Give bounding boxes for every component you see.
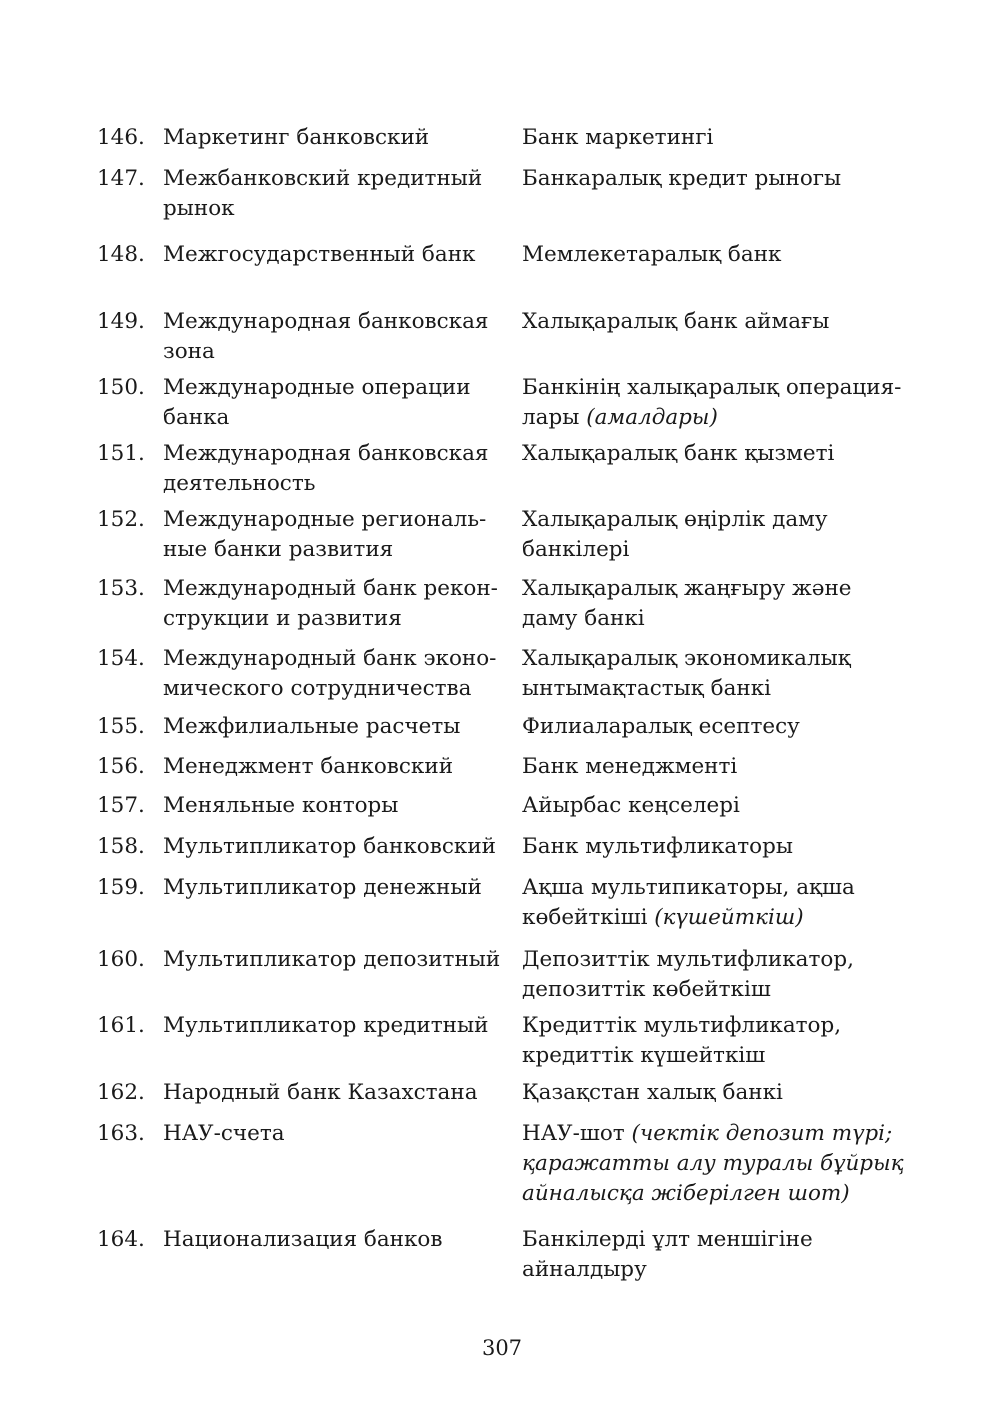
entry-number: 147.: [97, 166, 145, 191]
entry-number: 153.: [97, 576, 145, 601]
kazakh-term-line: депозиттік көбейткіш: [522, 977, 771, 1002]
russian-term: [163, 164, 513, 224]
russian-term-line: Мультипликатор банковский: [163, 834, 496, 859]
russian-term-line: Межфилиальные расчеты: [163, 714, 461, 739]
kazakh-term: [522, 791, 922, 821]
entry-number: 164.: [97, 1227, 145, 1252]
entry-number: 159.: [97, 875, 145, 900]
kazakh-term-line: Банк мультифликаторы: [522, 834, 793, 859]
russian-term: [163, 832, 513, 862]
russian-term-line: Менеджмент банковский: [163, 754, 454, 779]
kazakh-term-line: айналдыру: [522, 1257, 647, 1282]
kazakh-term: [522, 1225, 922, 1285]
russian-term: [163, 1119, 513, 1149]
russian-term: [163, 712, 513, 742]
kazakh-term-line: Банкаралық кредит рыногы: [522, 166, 842, 191]
kazakh-term: [522, 307, 922, 337]
russian-term: [163, 1225, 513, 1255]
entry-number: 146.: [97, 125, 145, 150]
kazakh-term-line: Банк маркетингі: [522, 125, 714, 150]
russian-term: [163, 791, 513, 821]
entry-number: 151.: [97, 441, 145, 466]
russian-term: [163, 945, 513, 975]
russian-term-line: Международный банк эконо-: [163, 646, 497, 671]
kazakh-term-note: қаражатты алу туралы бұйрық: [522, 1151, 904, 1176]
kazakh-term-line: банкілері: [522, 537, 630, 562]
kazakh-term: [522, 574, 922, 634]
kazakh-term-line: Халықаралық экономикалық: [522, 646, 851, 671]
russian-term-line: Межбанковский кредитный: [163, 166, 483, 191]
entry-number: 157.: [97, 793, 145, 818]
kazakh-term-line: Халықаралық жаңғыру және: [522, 576, 852, 601]
kazakh-term-line: көбейткіші (күшейткіш): [522, 905, 804, 930]
russian-term: [163, 873, 513, 903]
kazakh-term-line: [522, 1149, 922, 1179]
kazakh-term: [522, 164, 922, 194]
russian-term-line: Национализация банков: [163, 1227, 443, 1252]
kazakh-term-line: Банкілерді ұлт меншігіне: [522, 1227, 813, 1252]
kazakh-term-line: Халықаралық өңірлік даму: [522, 507, 828, 532]
kazakh-term-line: Банкінің халықаралық операция-: [522, 375, 902, 400]
kazakh-term-line: Депозиттік мультифликатор,: [522, 947, 854, 972]
entry-number: 161.: [97, 1013, 145, 1038]
russian-term: [163, 752, 513, 782]
kazakh-term-line: Кредиттік мультифликатор,: [522, 1013, 842, 1038]
kazakh-term: [522, 945, 922, 1005]
kazakh-term: [522, 373, 922, 433]
russian-term-line: НАУ-счета: [163, 1121, 285, 1146]
kazakh-term-line: даму банкі: [522, 606, 645, 631]
russian-term-line: Мультипликатор депозитный: [163, 947, 501, 972]
entry-number: 155.: [97, 714, 145, 739]
kazakh-term: [522, 832, 922, 862]
russian-term-line: зона: [163, 339, 215, 364]
russian-term-line: Международная банковская: [163, 309, 489, 334]
kazakh-term-line: Филиаларалық есептесу: [522, 714, 800, 739]
russian-term-line: Международные региональ-: [163, 507, 487, 532]
russian-term: [163, 123, 513, 153]
russian-term: [163, 307, 513, 367]
kazakh-term-line: Қазақстан халық банкі: [522, 1080, 783, 1105]
kazakh-term: [522, 873, 922, 933]
entry-number: 162.: [97, 1080, 145, 1105]
kazakh-term-line: лары (амалдары): [522, 405, 718, 430]
russian-term-line: Международный банк рекон-: [163, 576, 498, 601]
kazakh-term: [522, 644, 922, 704]
kazakh-term-line: Мемлекетаралық банк: [522, 242, 782, 267]
russian-term: [163, 240, 513, 270]
russian-term-line: Маркетинг банковский: [163, 125, 430, 150]
kazakh-term-line: НАУ-шот (чектік депозит түрі;: [522, 1121, 893, 1146]
kazakh-term: [522, 1011, 922, 1071]
russian-term-line: Международная банковская: [163, 441, 489, 466]
kazakh-term-line: Халықаралық банк қызметі: [522, 441, 835, 466]
page-number: 307: [481, 1336, 523, 1360]
russian-term: [163, 644, 513, 704]
russian-term-line: деятельность: [163, 471, 316, 496]
russian-term-line: Международные операции: [163, 375, 471, 400]
entry-number: 150.: [97, 375, 145, 400]
entry-number: 156.: [97, 754, 145, 779]
kazakh-term-line: Халықаралық банк аймағы: [522, 309, 830, 334]
kazakh-term: [522, 240, 922, 270]
kazakh-term: [522, 505, 922, 565]
russian-term: [163, 373, 513, 433]
entry-number: 149.: [97, 309, 145, 334]
russian-term-line: струкции и развития: [163, 606, 402, 631]
russian-term-line: банка: [163, 405, 230, 430]
kazakh-term-note: (амалдары): [586, 405, 718, 430]
entry-number: 158.: [97, 834, 145, 859]
kazakh-term-line: ынтымақтастық банкі: [522, 676, 772, 701]
kazakh-term-line: [522, 1179, 922, 1209]
entry-number: 160.: [97, 947, 145, 972]
kazakh-term: [522, 1078, 922, 1108]
russian-term-line: Мультипликатор кредитный: [163, 1013, 489, 1038]
kazakh-term-note: айналысқа жіберілген шот): [522, 1181, 850, 1206]
russian-term-line: ные банки развития: [163, 537, 394, 562]
kazakh-term: [522, 123, 922, 153]
russian-term-line: Межгосударственный банк: [163, 242, 476, 267]
russian-term-line: Мультипликатор денежный: [163, 875, 482, 900]
entry-number: 163.: [97, 1121, 145, 1146]
russian-term-line: Меняльные конторы: [163, 793, 399, 818]
kazakh-term: [522, 752, 922, 782]
russian-term-line: рынок: [163, 196, 235, 221]
kazakh-term-line: Банк менеджменті: [522, 754, 738, 779]
russian-term: [163, 1011, 513, 1041]
entry-number: 148.: [97, 242, 145, 267]
russian-term-line: Народный банк Казахстана: [163, 1080, 478, 1105]
kazakh-term-note: (чектік депозит түрі;: [631, 1121, 893, 1146]
entry-number: 154.: [97, 646, 145, 671]
russian-term: [163, 574, 513, 634]
entry-number: 152.: [97, 507, 145, 532]
kazakh-term: [522, 439, 922, 469]
kazakh-term: [522, 1119, 922, 1209]
kazakh-term: [522, 712, 922, 742]
russian-term-line: мического сотрудничества: [163, 676, 472, 701]
kazakh-term-note: (күшейткіш): [654, 905, 804, 930]
russian-term: [163, 505, 513, 565]
kazakh-term-line: Ақша мультипикаторы, ақша: [522, 875, 855, 900]
russian-term: [163, 439, 513, 499]
kazakh-term-line: Айырбас кеңселері: [522, 793, 740, 818]
russian-term: [163, 1078, 513, 1108]
kazakh-term-line: кредиттік күшейткіш: [522, 1043, 766, 1068]
